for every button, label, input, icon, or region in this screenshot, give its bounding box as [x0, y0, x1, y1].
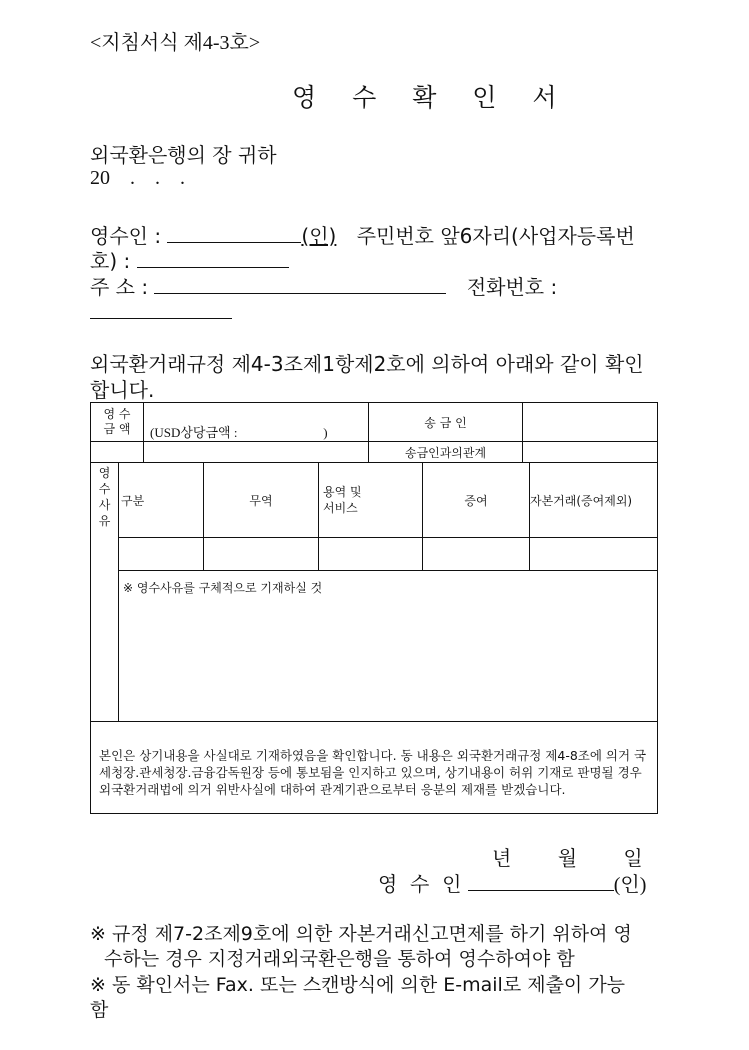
amount-table — [90, 402, 658, 463]
confirm-text-2: 합니다. — [90, 378, 155, 402]
sign-date — [492, 842, 643, 871]
form-code: <지침서식 제4-3호> — [90, 32, 261, 54]
date-year: 년 — [492, 846, 512, 870]
id-row — [90, 245, 289, 274]
header-trade: 무역 — [204, 463, 319, 538]
reason-detail-field[interactable] — [119, 571, 658, 722]
date-line: 20 . . . — [90, 167, 185, 189]
input-gift[interactable] — [423, 538, 530, 571]
amount-label-cell: 영 수 금 액 — [91, 403, 144, 442]
sign-seal: (인) — [613, 874, 647, 896]
input-capital[interactable] — [530, 538, 658, 571]
address-field[interactable] — [154, 275, 446, 294]
relation-label: 송금인과의관계 — [369, 442, 523, 463]
phone-label: 전화번호 : — [466, 275, 558, 299]
date-month: 월 — [557, 846, 578, 870]
date-day: 일 — [623, 846, 643, 870]
amount-field[interactable] — [144, 442, 369, 463]
reason-label: 영 수 사 유 — [91, 463, 119, 722]
header-category: 구분 — [119, 463, 204, 538]
id-number-field[interactable] — [137, 249, 289, 268]
reason-detail-note: ※ 영수사유를 구체적으로 기재하실 것 — [123, 581, 323, 595]
declaration-text: 본인은 상기내용을 사실대로 기재하였음을 확인합니다. 동 내용은 외국환거래규정 제4-8조에 의거 국세청장.관세청장.금융감독원장 등에 통보됨을 인지하고 있으며, 상기내용이 허위 기재로 판명될 경우 외국환거래법에 의거 위반사실에 대하여 관계기관으로부터 응분의 제재를 받겠습니다. — [91, 722, 658, 814]
note-2: ※ 동 확인서는 Fax. 또는 스캔방식에 의한 E-mail로 제출이 가능 — [90, 974, 626, 996]
note-2-cont: 함 — [90, 999, 109, 1021]
header-gift: 증여 — [423, 463, 530, 538]
sign-recipient-field[interactable] — [468, 872, 614, 891]
input-services[interactable] — [319, 538, 423, 571]
address-row — [90, 271, 557, 300]
header-services: 용역 및 서비스 — [319, 463, 423, 538]
phone-field[interactable] — [90, 318, 232, 319]
id-label-cont: 호) : — [90, 249, 131, 273]
sign-recipient-row — [378, 868, 646, 897]
id-label: 주민번호 앞6자리(사업자등록번 — [356, 224, 635, 248]
header-capital: 자본거래(증여제외) — [530, 463, 658, 538]
blank-cell — [91, 442, 144, 463]
recipient-name-field[interactable] — [167, 224, 301, 243]
remitter-label: 송 금 인 — [369, 403, 523, 442]
usd-amount-cell[interactable]: (USD상당금액 : ) — [144, 403, 369, 442]
addressee: 외국환은행의 장 귀하 — [90, 143, 277, 167]
remitter-field[interactable] — [523, 403, 658, 442]
confirm-text-1: 외국환거래규정 제4-3조제1항제2호에 의하여 아래와 같이 확인 — [90, 352, 644, 376]
address-label: 주 소 : — [90, 275, 149, 299]
reason-table — [90, 462, 658, 814]
sign-recipient-label: 영 수 인 — [378, 872, 462, 896]
note-1-cont: 수하는 경우 지정거래외국환은행을 통하여 영수하여야 함 — [104, 948, 575, 970]
input-trade[interactable] — [204, 538, 319, 571]
note-1: ※ 규정 제7-2조제9호에 의한 자본거래신고면제를 하기 위하여 영 — [90, 923, 632, 945]
recipient-label: 영수인 : — [90, 224, 162, 248]
seal-mark: (인) — [301, 224, 337, 248]
relation-field[interactable] — [523, 442, 658, 463]
document-title: 영 수 확 인 서 — [292, 83, 571, 112]
input-category[interactable] — [119, 538, 204, 571]
